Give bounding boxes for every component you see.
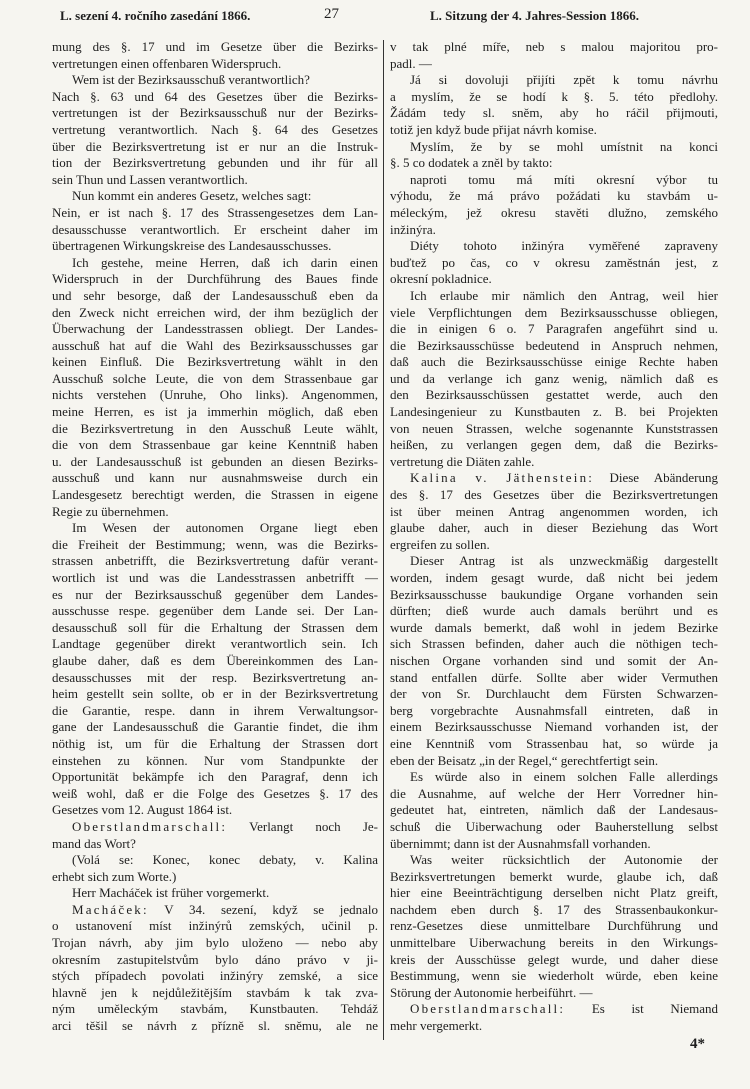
text-line: Im Wesen der autonomen Organe liegt eben: [72, 520, 378, 536]
text-line: vertretungen ist der Bezirksausschuß nur der Bezirks-: [52, 105, 378, 121]
text-line: Landesingenieur zu Kunstbauten z. B. bei Projekten: [390, 404, 718, 420]
text-line: glaube daher, daß es dem Übereinkommen des Lan-: [52, 652, 378, 668]
text-line: worden, indem gesagt wurde, daß nicht bei jedem: [390, 570, 718, 585]
text-line: Ich erlaube mir nämlich den Antrag, weil hier: [410, 287, 718, 303]
text-line: eine Kenntniß vom Strassenbau hat, so würde ja: [390, 735, 718, 751]
running-header: [52, 8, 720, 26]
text-line: heißen, zu verlangen gegen dem, daß die Bezirks-: [390, 437, 718, 453]
text-line: und da verlange ich ganz wenig, nämlich daß es: [390, 370, 718, 386]
text-line: totiž jen když bude přijat návrh komise.: [390, 121, 597, 137]
text-line: [52, 902, 378, 919]
text-line: strassen anbetrifft, die Bezirksvertretung dafür verant-: [52, 553, 378, 569]
speech-paragraph: [390, 470, 718, 553]
text-line: [390, 470, 718, 487]
text-line: die Garantie, respe. dann in ihrem Verwaltungsor-: [52, 702, 378, 718]
paragraph: [52, 852, 378, 885]
paragraph: [390, 72, 718, 138]
paragraph: [52, 255, 378, 521]
text-line: unmittelbare Uiberwachung bereits in den Wirkungs-: [390, 935, 718, 951]
text-line: keinen Einfluß. Die Bezirksvertretung wählt in den: [52, 354, 378, 370]
text-line: desausschusse verantwortlich. Er erscheint daher im: [52, 221, 378, 237]
text-line: u. der Landesausschuß ist gebunden an diesen Bezirks-: [52, 453, 378, 469]
text-line: padl. —: [390, 55, 432, 71]
text-line: der von Sr. Durchlaucht dem Fürsten Schwarzen-: [390, 686, 718, 702]
text-line: nischen Organe vorhanden sind und somit der An-: [390, 652, 718, 668]
text-line: (Volá se: Konec, konec debaty, v. Kalina: [72, 852, 378, 868]
text-line: meine Herren, es ist ja immerhin möglich, daß eben: [52, 404, 378, 420]
text-line: [52, 819, 378, 836]
column-divider: [383, 40, 384, 1040]
text-line: Was weiter rücksichtlich der Autonomie der: [410, 852, 718, 868]
text-line: schuß die Uiberwachung oder Bauherstellung selbst: [390, 818, 718, 834]
text-line: Widerspruch in der Durchführung des Baues finde: [52, 271, 378, 287]
text-line: ným uměleckým stavbám, Kunstbauten. Tehdáž: [52, 1001, 378, 1017]
text-line: Gesetzes vom 12. August 1864 ist.: [52, 802, 233, 818]
text-line: mand das Wort?: [52, 835, 136, 851]
text-line: einstehen zu können. Nur vom Standpunkte der: [52, 752, 378, 768]
text-line: die in einigen 6 o. 7 Paragrafen angeführt sind u.: [390, 321, 718, 337]
text-line: Ausschuß solche Leute, die von dem Strassenbaue gar: [52, 370, 378, 386]
text-line: Wem ist der Bezirksausschuß verantwortlich?: [72, 72, 310, 88]
text-line: einem Bezirksausschusse Niemand vorhanden ist, der: [390, 719, 718, 735]
paragraph: [390, 852, 718, 1001]
text-line: von neuen Strassen, welche sogenannte Kunststrassen: [390, 420, 718, 436]
text-line: Bestimmung, wenn sie wiederholt würde, eben keine: [390, 968, 718, 984]
paragraph: [390, 769, 718, 852]
text-line: die Ausnahme, auf welche der Herr Vorredner hin-: [390, 785, 718, 801]
text-line: Herr Macháček ist früher vorgemerkt.: [72, 885, 270, 901]
text-line: Landesgesetz berechtigt werden, die Strassen in eigene: [52, 487, 378, 503]
speaker-name: Macháček:: [72, 901, 149, 917]
text-line: wortlich ist und was die Landesstrassen anbetrifft —: [52, 570, 378, 585]
text-line: sich Strassen befinden, daher auch die nöthigen tech-: [390, 636, 718, 652]
text-line: den Bezirksausschüssen gestattet werde, auch den: [390, 387, 718, 403]
speech-text: Diese Abänderung: [594, 470, 718, 486]
paragraph: [390, 288, 718, 471]
text-line: berg vorgebrachte Ausnahmsfall eintreten, daß in: [390, 702, 718, 718]
speech-paragraph: [52, 819, 378, 852]
paragraph: [52, 188, 378, 205]
speaker-name: Oberstlandmarschall:: [410, 1001, 566, 1017]
paragraph: [390, 553, 718, 769]
text-line: vertretung verantwortlich. Nach §. 64 des Gesetzes: [52, 121, 378, 137]
text-line: Überwachung der Landesstrassen obliegt. Der Landes-: [52, 321, 378, 337]
paragraph: [52, 89, 378, 189]
text-line: eben der Beisatz „in der Regel,“ gerechtfertigt sein.: [390, 752, 659, 768]
speech-text: Verlangt noch Je-: [227, 818, 378, 834]
text-line: übernimmt; dann ist der Ausnahmsfall vorhanden.: [390, 835, 651, 851]
right-column: [390, 39, 718, 1035]
speech-paragraph: [52, 902, 378, 1035]
text-line: die Freiheit der Bestimmung; wenn, was die Bezirks-: [52, 536, 378, 552]
text-line: buďtež po čas, co v okresu zaměstnán jest, z: [390, 254, 718, 270]
paragraph: [390, 172, 718, 238]
text-line: renz-Gesetzes diese unmittelbare Durchführung und: [390, 918, 718, 934]
text-line: Ich gestehe, meine Herren, daß ich darin einen: [72, 254, 378, 270]
text-line: výhodu, že má právo požádati ku stavbám u-: [390, 188, 718, 204]
speech-text: V 34. sezení, když se jednalo: [148, 901, 378, 917]
text-line: Myslím, že by se mohl umístnit na konci: [410, 138, 718, 154]
paragraph: [390, 39, 718, 72]
text-line: inžinýra.: [390, 221, 436, 237]
text-line: gane der Landesausschuß die Garantie findet, die ihm: [52, 719, 378, 735]
text-line: vertretungen einen offenbaren Widerspruch.: [52, 55, 282, 71]
text-line: Trojan návrh, aby jim bylo uloženo — nebo aby: [52, 935, 378, 951]
speaker-name: Kalina v. Jäthenstein:: [410, 470, 595, 486]
text-line: mehr vergemerkt.: [390, 1018, 483, 1034]
left-column: [52, 39, 378, 1035]
paragraph: [52, 205, 378, 255]
header-german-title: L. Sitzung der 4. Jahres-Session 1866.: [430, 8, 639, 23]
page-number: 27: [324, 6, 339, 22]
text-line: Opportunität bekämpfe ich den Paragraf, denn ich: [52, 769, 378, 785]
text-line: Es würde also in einem solchen Falle allerdings: [410, 769, 718, 785]
text-line: méleckým, jež okresu stavěti dlužno, zemského: [390, 204, 718, 220]
text-line: den Zweck nicht erreichen wird, der ihm bezüglich der: [52, 304, 378, 320]
text-line: okresním zastupitelstvům bylo dáno právo v ji-: [52, 951, 378, 967]
text-line: nachdem eben durch §. 17 des Strassenbaukonkur-: [390, 901, 718, 917]
text-line: die Bezirksvertretung in den Ausschuß Leute wählt,: [52, 420, 378, 436]
text-line: ausschuß hat auf die Wahl des Bezirksausschusses gar: [52, 337, 378, 353]
text-line: vertretung die Diäten zahle.: [390, 453, 535, 469]
text-line: a myslím, že se hodí k §. 5. této předlohy.: [390, 88, 718, 104]
text-line: nichts verstehen (Unruhe, Oho links). Angenommen,: [52, 387, 378, 403]
text-line: naproti tomu má míti okresní výbor tu: [410, 171, 718, 187]
text-line: es nur der Bezirksausschuß gegenüber dem Landes-: [52, 586, 378, 602]
text-line: Landtage gegenüber direkt verantwortlich sein. Ich: [52, 636, 378, 652]
paragraph: [52, 885, 378, 902]
text-line: die von dem Strassenbaue gar keine Kenntniß haben: [52, 437, 378, 453]
text-line: hier eine Beeinträchtigung derselben nicht Platz greift,: [390, 885, 718, 901]
text-line: Nach §. 63 und 64 des Gesetzes über die Bezirks-: [52, 88, 378, 104]
text-line: sein Thun und Lassen verantwortlich.: [52, 171, 248, 187]
text-line: ergreifen zu sollen.: [390, 536, 490, 552]
text-line: Bezirksausschusse baukundige Organe vorhanden sein: [390, 586, 718, 602]
text-line: arci těšil se návrh z přízně sl. sněmu, ale ne: [52, 1018, 378, 1034]
text-line: tion der Bezirksvertretung gebunden und ihr für all: [52, 155, 378, 171]
text-line: §. 5 co dodatek a zněl by takto:: [390, 155, 553, 171]
text-line: daß auch die Bezirksausschüsse einige Rechte haben: [390, 354, 718, 370]
text-line: viele Verpflichtungen dem Bezirksausschusse obliegen,: [390, 304, 718, 320]
text-line: kreis der Ausschüsse gelegt wurde, und daher diese: [390, 951, 718, 967]
text-line: dürften; dieß wurde auch damals berührt und es: [390, 603, 718, 619]
speaker-name: Oberstlandmarschall:: [72, 818, 228, 834]
text-line: desausschusses mit der resp. Bezirksvertretung an-: [52, 669, 378, 685]
text-line: gedeutet hat, eintreten, nämlich daß der Landesaus-: [390, 802, 718, 818]
text-line: ausschuß und kann nur ausnahmsweise durch ein: [52, 470, 378, 486]
text-line: Regie zu übernehmen.: [52, 503, 169, 519]
text-line: Nun kommt ein anderes Gesetz, welches sagt:: [72, 188, 312, 204]
text-line: wurde damals bemerkt, daß wohl in jedem Bezirke: [390, 619, 718, 635]
text-line: [390, 1001, 718, 1018]
text-line: ausschusse respe. gegenüber dem Lande sei. Der Lan-: [52, 603, 378, 619]
text-line: Já si dovoluji přijíti zpět k tomu návrhu: [410, 72, 718, 88]
text-line: nöthig ist, um für die Erhaltung der Strassen dort: [52, 735, 378, 751]
text-line: o ustanovení míst inžinýrů zemských, učinil p.: [52, 918, 378, 934]
text-line: ist über meinen Antrag angenommen worden, ich: [390, 503, 718, 519]
text-line: erhebt sich zum Worte.): [52, 868, 177, 884]
text-line: mung des §. 17 und im Gesetze über die Bezirks-: [52, 39, 378, 54]
text-line: glaube daher, auch in dieser Beziehung das Wort: [390, 520, 718, 536]
paragraph: [52, 39, 378, 72]
text-line: hlavně jen k nejdůležitějším stavbám k tak zva-: [52, 984, 378, 1000]
text-line: stých případech povolati inžinýry zemské, a sice: [52, 968, 378, 984]
text-line: Diéty tohoto inžinýra vyměřené zapraveny: [410, 238, 718, 254]
text-line: des §. 17 des Gesetzes über die Bezirksvertretungen: [390, 487, 718, 503]
text-line: übertragenen Wirkungskreise des Landesausschusses.: [52, 238, 332, 254]
speech-text: Es ist Niemand: [565, 1001, 718, 1017]
text-line: Störung der Autonomie herbeiführt. —: [390, 984, 593, 1000]
paragraph: [390, 139, 718, 172]
signature-mark: 4*: [690, 1036, 705, 1052]
text-line: über die Bezirksvertretung ist er nur an die Instruk-: [52, 138, 378, 154]
text-line: Nein, er ist nach §. 17 des Strassengesetzes dem Lan-: [52, 204, 378, 220]
text-line: okresní pokladnice.: [390, 271, 492, 287]
paragraph: [52, 520, 378, 819]
text-line: desausschuß soll für die Erhaltung der Strassen dem: [52, 619, 378, 635]
paragraph: [390, 238, 718, 288]
header-czech-title: L. sezení 4. ročního zasedání 1866.: [60, 8, 251, 23]
text-line: heim gestellt sein sollte, ob er in der Bezirksvertretung: [52, 686, 378, 702]
text-line: Bezirksvertretungen bemerkt wurde, glaube ich, daß: [390, 868, 718, 884]
paragraph: [52, 72, 378, 89]
text-line: v tak plné míře, neb s malou majoritou pro-: [390, 39, 718, 54]
speech-paragraph: [390, 1001, 718, 1034]
text-line: Dieser Antrag ist als unzweckmäßig dargestellt: [410, 553, 718, 569]
text-line: stand entfallen dürfe. Sollte aber wider Vermuthen: [390, 669, 718, 685]
text-line: Žádám tedy sl. sněm, aby ho ráčil přijmouti,: [390, 105, 718, 121]
text-line: und sehr besorge, daß der Landesausschuß eben da: [52, 287, 378, 303]
text-line: weiß wohl, daß er die Folge des Gesetzes §. 17 des: [52, 785, 378, 801]
text-line: die Bezirksausschüsse bedeutend in Anspruch nehmen,: [390, 337, 718, 353]
